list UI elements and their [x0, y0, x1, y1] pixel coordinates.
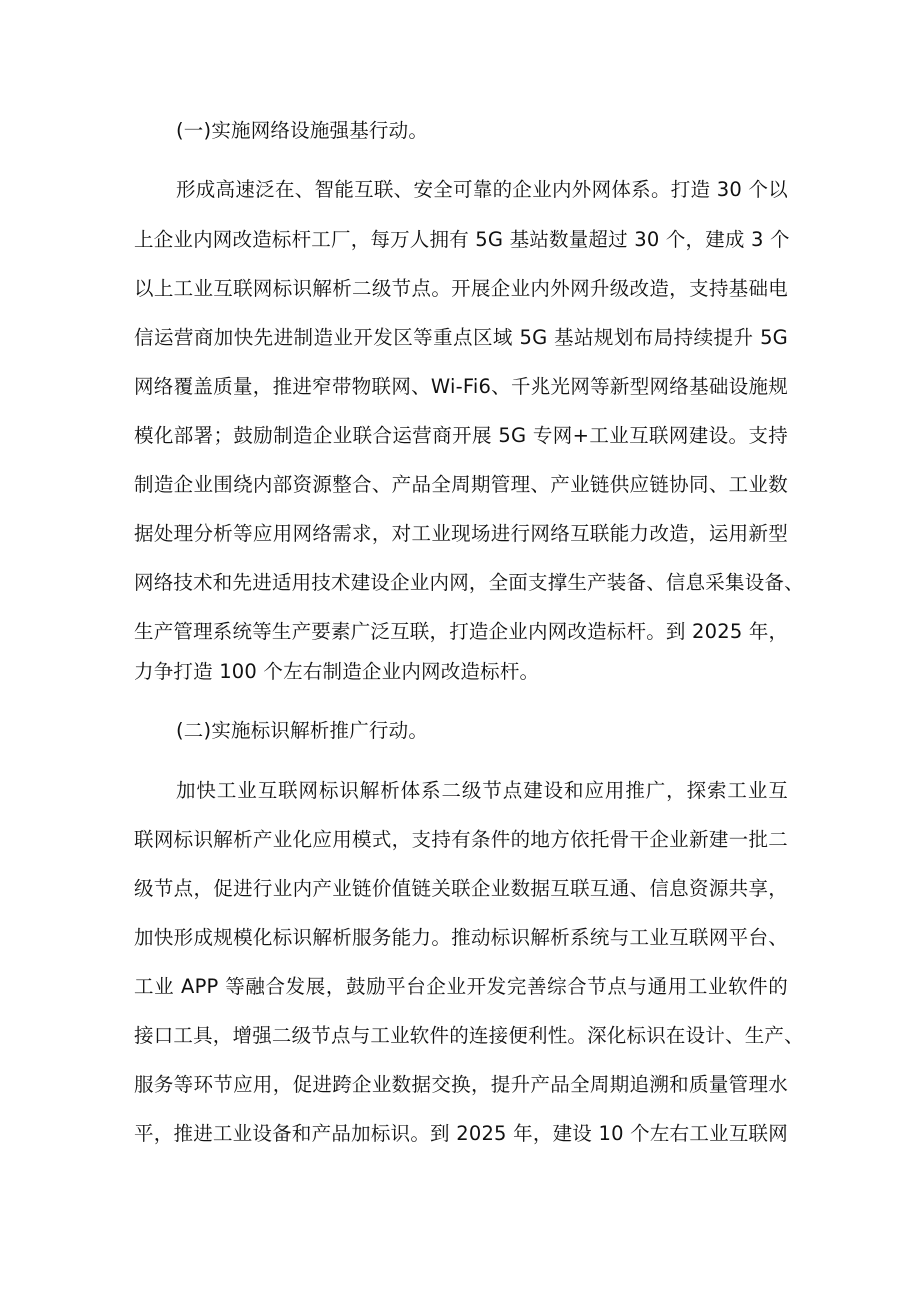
section-2-line: 联网标识解析产业化应用模式，支持有条件的地方依托骨干企业新建一批二	[134, 828, 788, 851]
section-2-line: 接口工具，增强二级节点与工业软件的连接便利性。深化标识在设计、生产、	[134, 1024, 804, 1047]
section-1-line: 信运营商加快先进制造业开发区等重点区域 5G 基站规划布局持续提升 5G	[134, 326, 788, 349]
section-1-line: 生产管理系统等生产要素广泛互联，打造企业内网改造标杆。到 2025 年，	[134, 620, 789, 643]
section-2-line: 服务等环节应用，促进跨企业数据交换，提升产品全周期追溯和质量管理水	[134, 1073, 788, 1096]
section-1-line: 制造企业围绕内部资源整合、产品全周期管理、产业链供应链协同、工业数	[134, 473, 788, 496]
section-1-line: 力争打造 100 个左右制造企业内网改造标杆。	[134, 660, 540, 683]
section-2-line: 加快工业互联网标识解析体系二级节点建设和应用推广，探索工业互	[176, 779, 788, 802]
section-1-line: 据处理分析等应用网络需求，对工业现场进行网络互联能力改造，运用新型	[134, 522, 788, 545]
section-2-line: 工业 APP 等融合发展，鼓励平台企业开发完善综合节点与通用工业软件的	[134, 975, 788, 998]
section-2-heading: (二)实施标识解析推广行动。	[176, 719, 429, 742]
section-1-line: 网络技术和先进适用技术建设企业内网，全面支撑生产装备、信息采集设备、	[134, 571, 804, 594]
section-1-line: 以上工业互联网标识解析二级节点。开展企业内外网升级改造，支持基础电	[134, 277, 788, 300]
section-2-line: 级节点，促进行业内产业链价值链关联企业数据互联互通、信息资源共享，	[134, 877, 788, 900]
section-1-line: 模化部署；鼓励制造企业联合运营商开展 5G 专网+工业互联网建设。支持	[134, 424, 788, 447]
section-1-line: 形成高速泛在、智能互联、安全可靠的企业内外网体系。打造 30 个以	[176, 178, 788, 201]
section-2-line: 平，推进工业设备和产品加标识。到 2025 年，建设 10 个左右工业互联网	[134, 1122, 788, 1145]
section-1-line: 网络覆盖质量，推进窄带物联网、Wi-Fi6、千兆光网等新型网络基础设施规	[134, 375, 788, 398]
section-2-line: 加快形成规模化标识解析服务能力。推动标识解析系统与工业互联网平台、	[134, 926, 788, 949]
section-1-line: 上企业内网改造标杆工厂，每万人拥有 5G 基站数量超过 30 个，建成 3 个	[134, 228, 790, 251]
section-1-heading: (一)实施网络设施强基行动。	[176, 119, 429, 142]
